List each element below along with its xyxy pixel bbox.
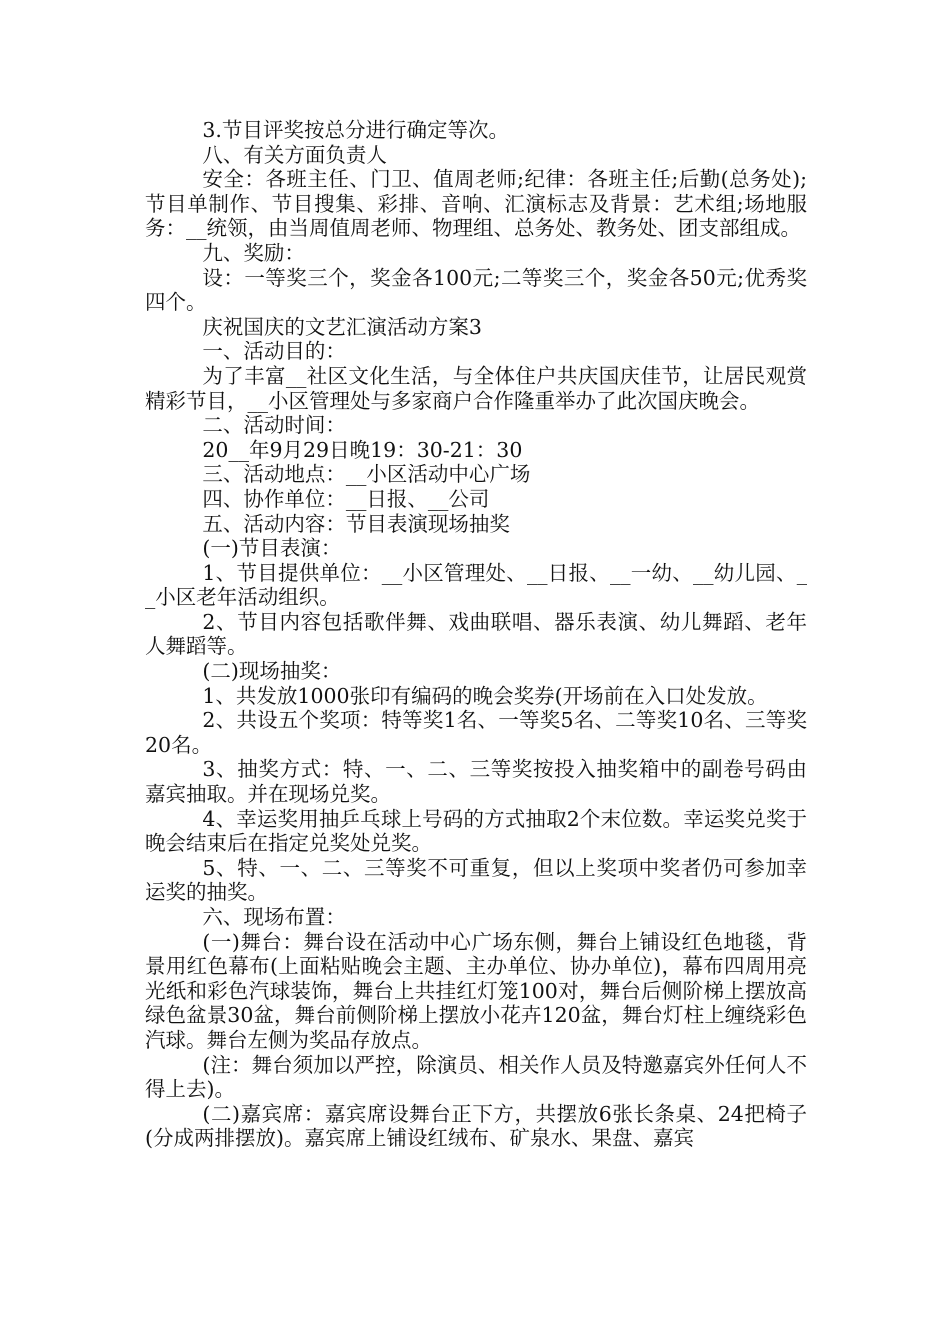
subheading-lottery: (二)现场抽奖： bbox=[202, 659, 342, 684]
paragraph-no-repeat: 5、特、一、二、三等奖不可重复，但以上奖项中奖者仍可参加幸运奖的抽奖。 bbox=[145, 855, 807, 905]
paragraph-time: 20__年9月29日晚19：30-21：30 bbox=[202, 437, 523, 462]
heading-2-time: 二、活动时间： bbox=[202, 413, 346, 438]
paragraph-guest-seats: (二)嘉宾席：嘉宾席设舞台正下方，共摆放6张长条桌、24把椅子(分成两排摆放)。嘉宾席上铺设红绒布、矿泉水、果盘、嘉宾 bbox=[145, 1101, 807, 1151]
paragraph-rewards: 设：一等奖三个，奖金各100元;二等奖三个，奖金各50元;优秀奖四个。 bbox=[145, 265, 807, 315]
heading-6-layout: 六、现场布置： bbox=[202, 905, 346, 929]
section-title-plan-3: 庆祝国庆的文艺汇演活动方案3 bbox=[202, 314, 482, 339]
paragraph-stage-note: (注：舞台须加以严控，除演员、相关作人员及特邀嘉宾外任何人不得上去)。 bbox=[145, 1052, 807, 1102]
paragraph-lottery-tickets: 1、共发放1000张印有编码的晚会奖券(开场前在入口处发放。 bbox=[202, 683, 768, 708]
paragraph-stage: (一)舞台：舞台设在活动中心广场东侧，舞台上铺设红色地毯，背景用红色幕布(上面粘贴晚会主题、主办单位、协办单位)，幕布四周用亮光纸和彩色汽球装饰，舞台上共挂红灯笼100对，舞台后侧阶梯上摆放高绿色盆景30盆，舞台前侧阶梯上摆放小花卉120盆，舞台灯柱上缠绕彩色汽球。舞台左侧为奖品存放点。 bbox=[145, 929, 807, 1052]
paragraph-purpose: 为了丰富__社区文化生活，与全体住户共庆国庆佳节，让居民观赏精彩节目，__小区管理处与多家商户合作隆重举办了此次国庆晚会。 bbox=[145, 363, 807, 413]
heading-9-rewards: 九、奖励： bbox=[202, 240, 305, 265]
paragraph-responsibilities: 安全：各班主任、门卫、值周老师;纪律：各班主任;后勤(总务处);节目单制作、节目搜集、彩排、音响、汇演标志及背景：艺术组;场地服务：__统领，由当周值周老师、物理组、总务处、教务处、团支部组成。 bbox=[145, 167, 807, 241]
subheading-performances: (一)节目表演： bbox=[202, 536, 342, 561]
heading-8-responsible: 八、有关方面负责人 bbox=[202, 142, 387, 167]
paragraph-lucky-prize: 4、幸运奖用抽乒乓球上号码的方式抽取2个末位数。幸运奖兑奖于晚会结束后在指定兑奖处兑奖。 bbox=[145, 806, 807, 856]
document-body bbox=[145, 118, 807, 1151]
heading-3-location: 三、活动地点：__小区活动中心广场 bbox=[202, 462, 531, 487]
paragraph-performance-providers: 1、节目提供单位：__小区管理处、__日报、__一幼、__幼儿园、__小区老年活动组织。 bbox=[145, 560, 807, 610]
paragraph-lottery-method: 3、抽奖方式：特、一、二、三等奖按投入抽奖箱中的副卷号码由嘉宾抽取。并在现场兑奖。 bbox=[145, 757, 807, 807]
paragraph-3-scoring: 3.节目评奖按总分进行确定等次。 bbox=[202, 118, 509, 142]
heading-1-purpose: 一、活动目的： bbox=[202, 339, 346, 364]
heading-4-partners: 四、协作单位：__日报、__公司 bbox=[202, 486, 490, 511]
paragraph-performance-content: 2、节目内容包括歌伴舞、戏曲联唱、器乐表演、幼儿舞蹈、老年人舞蹈等。 bbox=[145, 609, 807, 659]
heading-5-content: 五、活动内容：节目表演现场抽奖 bbox=[202, 511, 510, 536]
paragraph-lottery-prizes: 2、共设五个奖项：特等奖1名、一等奖5名、二等奖10名、三等奖20名。 bbox=[145, 708, 807, 757]
